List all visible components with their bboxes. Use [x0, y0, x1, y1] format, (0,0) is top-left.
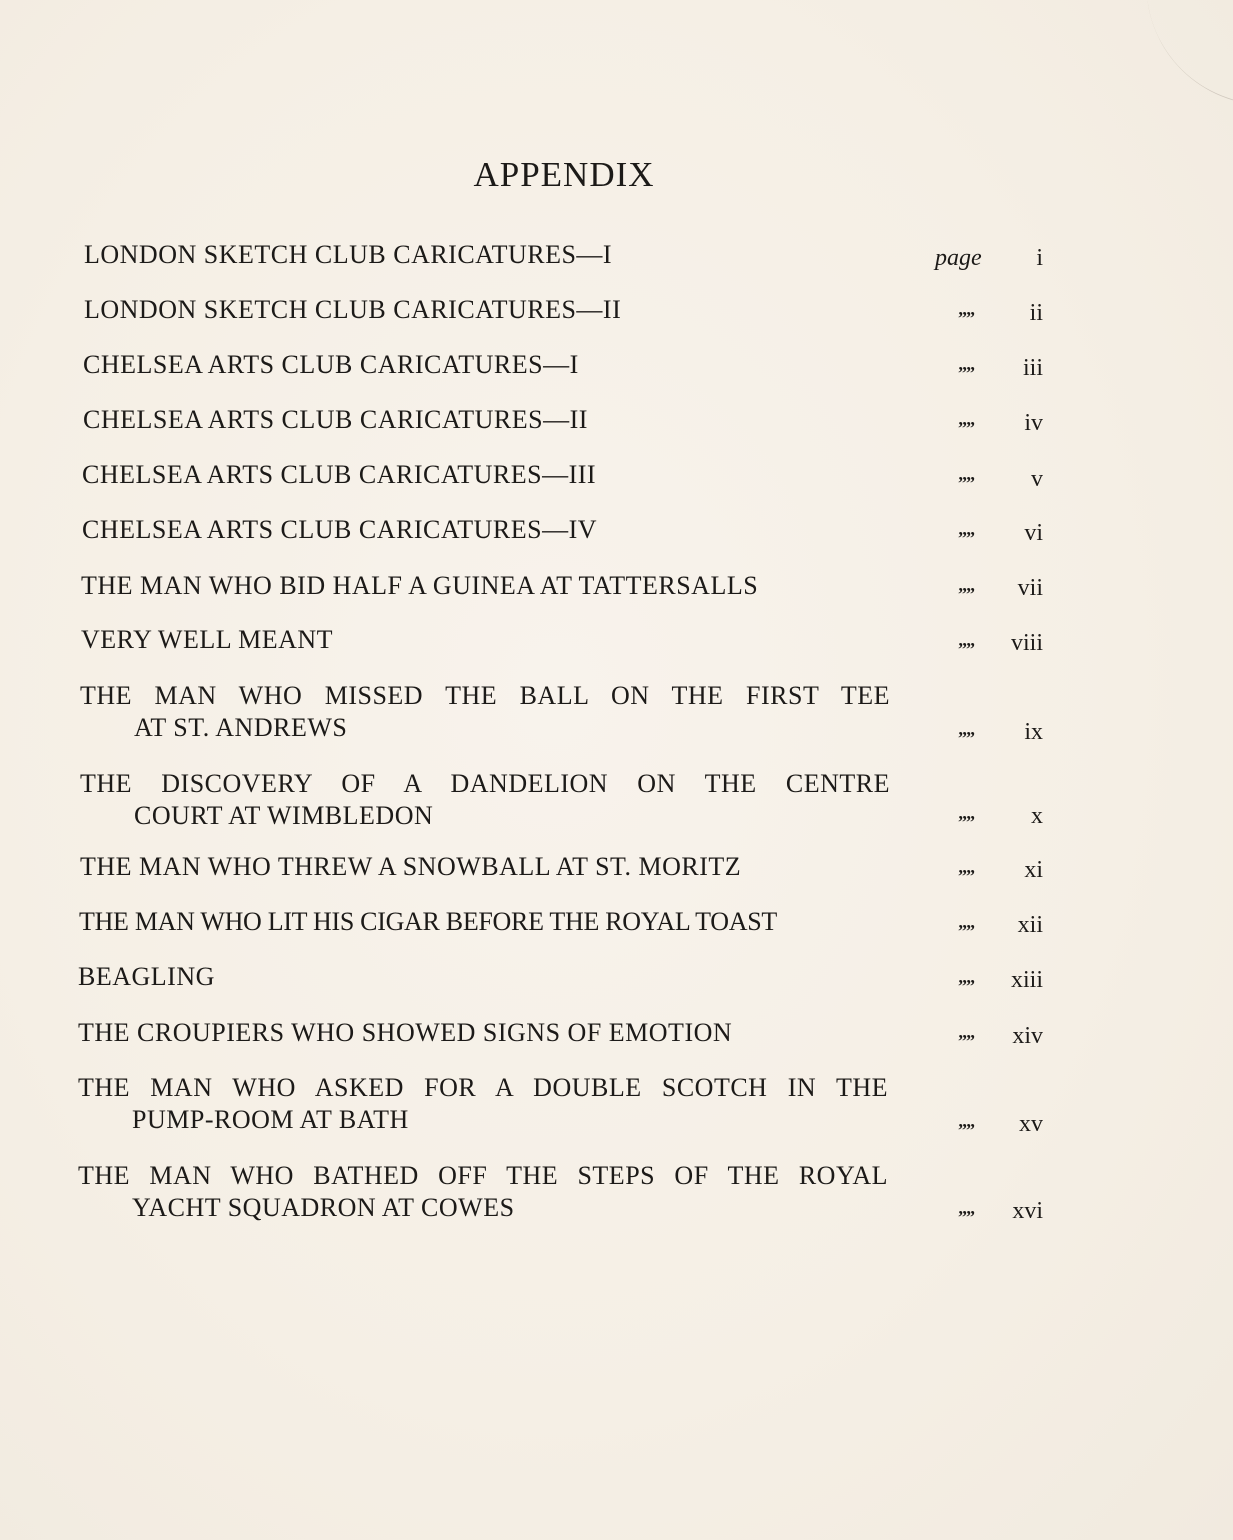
page-number: x [1031, 803, 1043, 829]
page-number: vi [1024, 520, 1043, 546]
entry-title: CHELSEA ARTS CLUB CARICATURES—II [83, 405, 588, 434]
ditto-mark: ”” [958, 1120, 974, 1140]
entry-title: VERY WELL MEANT [81, 625, 334, 654]
ditto-mark: ”” [958, 308, 974, 328]
ditto-mark: ”” [958, 528, 974, 548]
page-number: ix [1024, 719, 1043, 745]
ditto-mark: ”” [958, 1207, 974, 1227]
page-number: xii [1017, 912, 1043, 938]
entry-title: THE MAN WHO BID HALF A GUINEA AT TATTERSALLS [81, 571, 759, 600]
page-crease [1147, 0, 1233, 117]
page-number: i [1036, 245, 1043, 271]
entry-title: CHELSEA ARTS CLUB CARICATURES—I [83, 350, 579, 379]
entry-title-line: THE MAN WHO BATHED OFF THE STEPS OF THE ROYAL [78, 1161, 888, 1190]
page-number: iii [1022, 355, 1043, 381]
entry-title [80, 768, 890, 832]
ditto-mark: ”” [958, 921, 974, 941]
entry-title-continuation: PUMP-ROOM AT BATH [132, 1105, 409, 1134]
page-number: xi [1024, 857, 1043, 883]
entry-title: THE MAN WHO LIT HIS CIGAR BEFORE THE ROYAL TOAST [79, 907, 777, 936]
ditto-mark: ”” [958, 639, 974, 659]
entry-title: THE CROUPIERS WHO SHOWED SIGNS OF EMOTION [78, 1018, 733, 1047]
ditto-mark: ”” [958, 418, 974, 438]
page-number: viii [1010, 630, 1043, 656]
page-number: xiii [1010, 967, 1043, 993]
page-number: v [1031, 466, 1043, 492]
entry-title: LONDON SKETCH CLUB CARICATURES—I [84, 240, 613, 269]
entry-title [78, 1160, 888, 1224]
entry-title-continuation: YACHT SQUADRON AT COWES [132, 1193, 515, 1222]
ditto-mark: ”” [958, 584, 974, 604]
ditto-mark: ”” [958, 866, 974, 886]
entry-title-continuation: COURT AT WIMBLEDON [134, 801, 434, 830]
page-number: xv [1019, 1111, 1043, 1137]
ditto-mark: ”” [958, 728, 974, 748]
entry-title-line: THE DISCOVERY OF A DANDELION ON THE CENTRE [80, 769, 890, 798]
ditto-mark: ”” [958, 976, 974, 996]
ditto-mark: ”” [958, 1031, 974, 1051]
page-number: xiv [1012, 1023, 1043, 1049]
entry-title [80, 680, 890, 744]
ditto-mark: ”” [958, 363, 974, 383]
entry-title: LONDON SKETCH CLUB CARICATURES—II [84, 295, 622, 324]
entry-title-line: THE MAN WHO ASKED FOR A DOUBLE SCOTCH IN THE [78, 1073, 888, 1102]
page-number: vii [1017, 575, 1043, 601]
page-number: xvi [1012, 1198, 1043, 1224]
entry-title: THE MAN WHO THREW A SNOWBALL AT ST. MORITZ [80, 852, 742, 881]
page-number: ii [1029, 300, 1043, 326]
page-label: page [935, 245, 982, 271]
page-number: iv [1024, 410, 1043, 436]
entry-title: BEAGLING [78, 962, 215, 991]
entry-title [78, 1072, 888, 1136]
ditto-mark: ”” [958, 473, 974, 493]
page-title: APPENDIX [473, 155, 655, 194]
entry-title: CHELSEA ARTS CLUB CARICATURES—III [82, 460, 597, 489]
ditto-mark: ”” [958, 812, 974, 832]
entry-title-continuation: AT ST. ANDREWS [134, 713, 348, 742]
entry-title: CHELSEA ARTS CLUB CARICATURES—IV [82, 515, 598, 544]
entry-title-line: THE MAN WHO MISSED THE BALL ON THE FIRST TEE [80, 681, 890, 710]
